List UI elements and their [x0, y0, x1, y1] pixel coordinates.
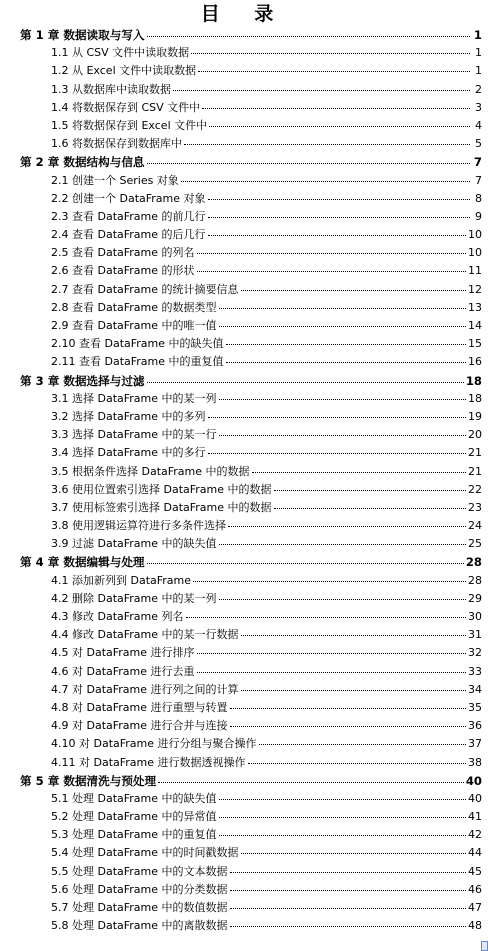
toc-entry-label: 2.4 查看 DataFrame 的后几行 [51, 228, 206, 242]
dot-leader [147, 382, 464, 383]
toc-section-entry[interactable] [0, 262, 488, 280]
dot-leader [198, 71, 470, 72]
dot-leader [197, 253, 466, 254]
toc-page-number: 34 [468, 682, 482, 696]
dot-leader [252, 472, 466, 473]
dot-leader [147, 163, 470, 164]
toc-page-number: 1 [473, 28, 482, 42]
dot-leader [230, 908, 466, 909]
dot-leader [219, 308, 466, 309]
toc-section-entry[interactable] [0, 463, 488, 481]
toc-page-number: 15 [468, 337, 482, 351]
toc-section-entry[interactable] [0, 826, 488, 844]
toc-entry-label: 4.11 对 DataFrame 进行数据透视操作 [51, 755, 246, 769]
toc-section-entry[interactable] [0, 117, 488, 135]
toc-page-number: 10 [468, 228, 482, 242]
toc-title: 目 录 [200, 3, 288, 25]
toc-entry-label: 2.1 创建一个 Series 对象 [51, 173, 179, 187]
toc-section-entry[interactable] [0, 390, 488, 408]
toc-page-number: 28 [465, 555, 482, 570]
toc-section-entry[interactable] [0, 353, 488, 371]
toc-page-number: 14 [468, 319, 482, 332]
toc-entry-label: 4.1 添加新列到 DataFrame [51, 573, 192, 587]
toc-entry-label: 3.7 使用标签索引选择 DataFrame 中的数据 [51, 500, 272, 514]
toc-entry-label: 1.6 将数据保存到数据库中 [51, 137, 182, 151]
toc-page-number: 18 [465, 373, 482, 388]
toc-page-number: 13 [468, 300, 482, 314]
dot-leader [219, 544, 466, 545]
dot-leader [186, 617, 466, 618]
dot-leader [173, 90, 470, 91]
toc-entry-label: 4.10 对 DataFrame 进行分组与聚合操作 [51, 737, 257, 751]
toc-section-entry[interactable] [0, 899, 488, 917]
toc-page-number: 11 [468, 264, 482, 278]
toc-entry-label: 2.8 查看 DataFrame 的数据类型 [51, 300, 217, 314]
dot-leader [226, 362, 466, 363]
dot-leader [208, 453, 466, 454]
dot-leader [197, 271, 466, 272]
toc-chapter-entry[interactable] [0, 553, 488, 571]
dot-leader [147, 36, 470, 37]
dot-leader [228, 526, 466, 527]
toc-section-entry[interactable] [0, 408, 488, 426]
dot-leader [248, 763, 466, 764]
dot-leader [230, 926, 466, 927]
dot-leader [219, 435, 466, 436]
toc-section-entry[interactable] [0, 663, 488, 681]
toc-entry-label: 1.5 将数据保存到 Excel 文件中 [51, 118, 208, 132]
toc-page-number: 12 [468, 282, 482, 296]
toc-page-number: 42 [468, 828, 482, 842]
toc-page-number: 2 [475, 82, 482, 96]
dot-leader [147, 563, 464, 564]
toc-entry-label: 5.4 处理 DataFrame 中的时间戳数据 [51, 846, 239, 860]
dot-leader [219, 326, 466, 327]
dot-leader [208, 417, 466, 418]
toc-page-number: 4 [475, 118, 482, 132]
dot-leader [219, 835, 466, 836]
toc-entry-label: 3.2 选择 DataFrame 中的多列 [51, 409, 206, 423]
toc-section-entry[interactable] [0, 190, 488, 208]
toc-section-entry[interactable] [0, 135, 488, 153]
toc-section-entry[interactable] [0, 754, 488, 772]
toc-section-entry[interactable] [0, 299, 488, 317]
toc-page-number: 18 [468, 391, 482, 405]
dot-leader [208, 217, 470, 218]
toc-section-entry[interactable] [0, 626, 488, 644]
toc-entry-label: 1.4 将数据保存到 CSV 文件中 [51, 100, 201, 114]
toc-page-number: 35 [468, 700, 482, 714]
toc-page-number: 7 [475, 173, 482, 187]
toc-page-number: 44 [468, 846, 482, 860]
toc-entry-label: 3.9 过滤 DataFrame 中的缺失值 [51, 537, 217, 551]
toc-page-number: 36 [468, 719, 482, 733]
dot-leader [230, 726, 466, 727]
toc-page-number: 47 [468, 901, 482, 914]
toc-chapter-entry[interactable] [0, 772, 488, 790]
toc-section-entry[interactable] [0, 244, 488, 262]
dot-leader [274, 490, 466, 491]
dot-leader [226, 344, 466, 345]
dot-leader [274, 508, 466, 509]
toc-page-number: 5 [475, 137, 482, 151]
toc-page-number: 25 [468, 537, 482, 551]
toc-entry-label: 4.7 对 DataFrame 进行列之间的计算 [51, 682, 239, 696]
toc-entry-label: 3.4 选择 DataFrame 中的多行 [51, 446, 206, 460]
toc-entry-label: 5.7 处理 DataFrame 中的数值数据 [51, 901, 228, 914]
dot-leader [197, 653, 466, 654]
dot-leader [193, 581, 466, 582]
toc-page-number: 32 [468, 646, 482, 660]
toc-page-number: 9 [475, 209, 482, 223]
toc-page-number: 23 [468, 500, 482, 514]
toc-entry-label: 1.2 从 Excel 文件中读取数据 [51, 64, 197, 78]
toc-section-entry[interactable] [0, 681, 488, 699]
toc-page-number: 29 [468, 591, 482, 605]
toc-entry-label: 2.10 查看 DataFrame 中的缺失值 [51, 337, 224, 351]
toc-page-number: 21 [468, 446, 482, 460]
dot-leader [202, 108, 470, 109]
dot-leader [241, 853, 466, 854]
toc-section-entry[interactable] [0, 317, 488, 335]
toc-section-entry[interactable] [0, 81, 488, 99]
toc-page-number: 46 [468, 882, 482, 896]
toc-section-entry[interactable] [0, 499, 488, 517]
toc-section-entry[interactable] [0, 281, 488, 299]
dot-leader [197, 672, 466, 673]
toc-page-number: 30 [468, 610, 482, 623]
toc-entry-label: 2.11 查看 DataFrame 中的重复值 [51, 355, 224, 369]
toc-page-number: 45 [468, 864, 482, 878]
dot-leader [209, 126, 470, 127]
toc-entry-label: 第 3 章 数据选择与过滤 [20, 373, 145, 388]
dot-leader [181, 181, 470, 182]
toc-entry-label: 第 5 章 数据清洗与预处理 [20, 773, 157, 788]
toc-section-entry[interactable] [0, 790, 488, 808]
toc-entry-label: 2.9 查看 DataFrame 中的唯一值 [51, 319, 217, 332]
toc-entry-label: 5.3 处理 DataFrame 中的重复值 [51, 828, 217, 842]
toc-entry-label: 1.3 从数据库中读取数据 [51, 82, 171, 96]
toc-section-entry[interactable] [0, 735, 488, 753]
toc-entry-label: 3.8 使用逻辑运算符进行多条件选择 [51, 519, 226, 533]
dot-leader [219, 817, 466, 818]
dot-leader [241, 635, 466, 636]
toc-section-entry[interactable] [0, 590, 488, 608]
dot-leader [191, 53, 470, 54]
table-of-contents [0, 26, 488, 935]
dot-leader [208, 199, 470, 200]
toc-entry-label: 2.3 查看 DataFrame 的前几行 [51, 209, 206, 223]
dot-leader [184, 144, 470, 145]
document-icon [481, 941, 488, 951]
toc-entry-label: 第 1 章 数据读取与写入 [20, 28, 145, 42]
toc-section-entry[interactable] [0, 208, 488, 226]
toc-entry-label: 3.1 选择 DataFrame 中的某一列 [51, 391, 217, 405]
toc-entry-label: 4.6 对 DataFrame 进行去重 [51, 664, 195, 678]
toc-entry-label: 5.6 处理 DataFrame 中的分类数据 [51, 882, 228, 896]
toc-section-entry[interactable] [0, 517, 488, 535]
toc-chapter-entry[interactable] [0, 153, 488, 171]
toc-section-entry[interactable] [0, 644, 488, 662]
toc-entry-label: 4.9 对 DataFrame 进行合并与连接 [51, 719, 228, 733]
toc-entry-label: 4.3 修改 DataFrame 列名 [51, 610, 184, 623]
toc-chapter-entry[interactable] [0, 26, 488, 44]
dot-leader [158, 782, 464, 783]
toc-section-entry[interactable] [0, 335, 488, 353]
toc-page-number: 16 [468, 355, 482, 369]
toc-page-number: 8 [475, 191, 482, 205]
toc-page-number: 10 [468, 246, 482, 260]
toc-section-entry[interactable] [0, 572, 488, 590]
toc-section-entry[interactable] [0, 699, 488, 717]
toc-section-entry[interactable] [0, 172, 488, 190]
toc-chapter-entry[interactable] [0, 372, 488, 390]
toc-section-entry[interactable] [0, 863, 488, 881]
toc-page-number: 48 [468, 919, 482, 933]
toc-section-entry[interactable] [0, 444, 488, 462]
toc-section-entry[interactable] [0, 226, 488, 244]
toc-entry-label: 3.3 选择 DataFrame 中的某一行 [51, 428, 217, 442]
toc-page-number: 37 [468, 737, 482, 751]
dot-leader [241, 290, 466, 291]
toc-entry-label: 第 4 章 数据编辑与处理 [20, 555, 145, 570]
dot-leader [219, 399, 466, 400]
toc-section-entry[interactable] [0, 535, 488, 553]
toc-section-entry[interactable] [0, 608, 488, 626]
toc-page-number: 7 [473, 155, 482, 170]
toc-entry-label: 4.4 修改 DataFrame 中的某一行数据 [51, 628, 239, 642]
toc-entry-label: 3.5 根据条件选择 DataFrame 中的数据 [51, 464, 250, 478]
toc-entry-label: 第 2 章 数据结构与信息 [20, 155, 145, 170]
toc-entry-label: 3.6 使用位置索引选择 DataFrame 中的数据 [51, 482, 272, 496]
toc-page-number: 28 [468, 573, 482, 587]
toc-entry-label: 1.1 从 CSV 文件中读取数据 [51, 46, 190, 60]
toc-section-entry[interactable] [0, 426, 488, 444]
dot-leader [219, 599, 466, 600]
dot-leader [208, 235, 466, 236]
toc-section-entry[interactable] [0, 44, 488, 62]
toc-page-number: 22 [468, 482, 482, 496]
toc-page-number: 1 [475, 46, 482, 60]
toc-section-entry[interactable] [0, 62, 488, 80]
toc-page-number: 1 [475, 64, 482, 78]
toc-entry-label: 5.2 处理 DataFrame 中的异常值 [51, 810, 217, 824]
dot-leader [230, 872, 466, 873]
toc-entry-label: 5.8 处理 DataFrame 中的离散数据 [51, 919, 228, 933]
dot-leader [230, 890, 466, 891]
toc-section-entry[interactable] [0, 917, 488, 935]
toc-section-entry[interactable] [0, 808, 488, 826]
toc-page-number: 19 [468, 409, 482, 423]
toc-entry-label: 5.5 处理 DataFrame 中的文本数据 [51, 864, 228, 878]
toc-page-number: 41 [468, 810, 482, 824]
toc-page-number: 3 [475, 100, 482, 114]
toc-page-number: 31 [468, 628, 482, 642]
toc-entry-label: 4.2 删除 DataFrame 中的某一列 [51, 591, 217, 605]
toc-section-entry[interactable] [0, 99, 488, 117]
toc-page-number: 40 [465, 773, 482, 788]
toc-page-number: 40 [468, 791, 482, 805]
toc-section-entry[interactable] [0, 481, 488, 499]
toc-entry-label: 4.8 对 DataFrame 进行重塑与转置 [51, 700, 228, 714]
dot-leader [230, 708, 466, 709]
toc-page-number: 24 [468, 519, 482, 533]
toc-entry-label: 4.5 对 DataFrame 进行排序 [51, 646, 195, 660]
toc-entry-label: 5.1 处理 DataFrame 中的缺失值 [51, 791, 217, 805]
toc-page-number: 33 [468, 664, 482, 678]
toc-entry-label: 2.5 查看 DataFrame 的列名 [51, 246, 195, 260]
dot-leader [219, 799, 466, 800]
dot-leader [259, 744, 466, 745]
toc-page-number: 38 [468, 755, 482, 769]
toc-page-number: 20 [468, 428, 482, 442]
toc-entry-label: 2.6 查看 DataFrame 的形状 [51, 264, 195, 278]
toc-page-number: 21 [468, 464, 482, 478]
toc-entry-label: 2.2 创建一个 DataFrame 对象 [51, 191, 206, 205]
toc-section-entry[interactable] [0, 881, 488, 899]
toc-section-entry[interactable] [0, 717, 488, 735]
toc-entry-label: 2.7 查看 DataFrame 的统计摘要信息 [51, 282, 239, 296]
toc-section-entry[interactable] [0, 844, 488, 862]
dot-leader [241, 690, 466, 691]
